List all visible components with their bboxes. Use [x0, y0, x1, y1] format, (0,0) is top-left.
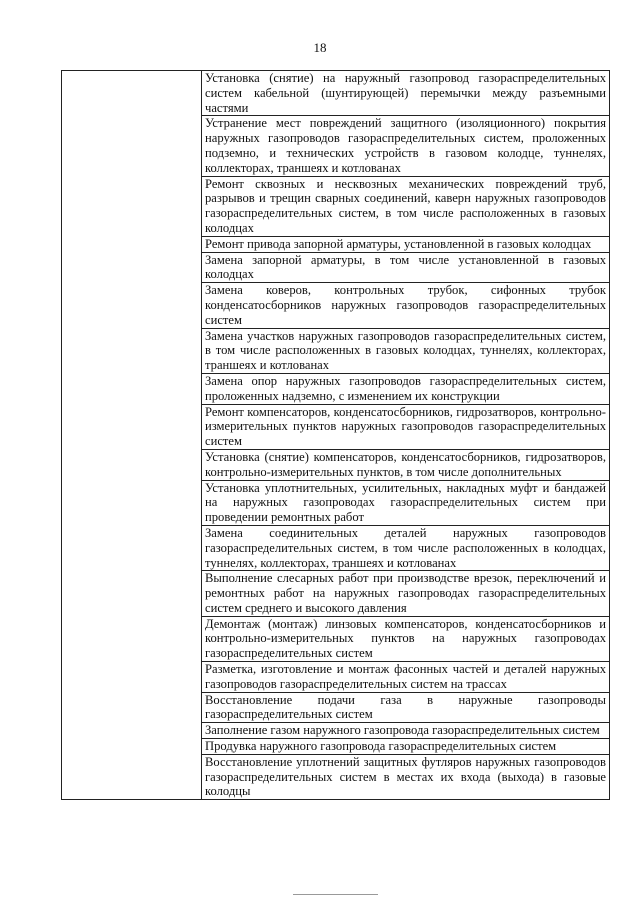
work-description: Замена участков наружных газопроводов газораспределительных систем, в том числе расположенных в газовых колодцах, туннелях, коллекторах, траншеях и котлованах — [202, 328, 610, 373]
works-table — [61, 70, 610, 800]
work-description: Установка уплотнительных, усилительных, накладных муфт и бандажей на наружных газопроводах газораспределительных систем при проведении ремонтных работ — [202, 480, 610, 525]
table-row — [62, 71, 610, 116]
work-description: Устранение мест повреждений защитного (изоляционного) покрытия наружных газопроводов газораспределительных систем, проложенных подземно, и технических устройств в газовом колодце, туннелях, коллекторах, траншеях и котлованах — [202, 116, 610, 176]
left-column-cell — [62, 71, 202, 800]
work-description: Демонтаж (монтаж) линзовых компенсаторов, конденсатосборников и контрольно-измерительных пунктов на наружных газопроводах газораспределительных систем — [202, 616, 610, 661]
work-description: Восстановление подачи газа в наружные газопроводы газораспределительных систем — [202, 692, 610, 723]
work-description: Замена соединительных деталей наружных газопроводов газораспределительных систем, в том числе расположенных в колодцах, туннелях, коллекторах, траншеях и котлованах — [202, 525, 610, 570]
page-number: 18 — [313, 40, 327, 55]
works-table-body — [62, 71, 610, 800]
work-description: Замена опор наружных газопроводов газораспределительных систем, проложенных надземно, с изменением их конструкции — [202, 373, 610, 404]
work-description: Установка (снятие) на наружный газопровод газораспределительных систем кабельной (шунтирующей) перемычки между разъемными частями — [202, 71, 610, 116]
work-description: Ремонт привода запорной арматуры, установленной в газовых колодцах — [202, 236, 610, 252]
work-description: Разметка, изготовление и монтаж фасонных частей и деталей наружных газопроводов газораспределительных систем на трассах — [202, 662, 610, 693]
work-description: Продувка наружного газопровода газораспределительных систем — [202, 739, 610, 755]
work-description: Восстановление уплотнений защитных футляров наружных газопроводов газораспределительных систем в местах их входа (выхода) в газовые колодцы — [202, 754, 610, 799]
work-description: Заполнение газом наружного газопровода газораспределительных систем — [202, 723, 610, 739]
work-description: Замена ковеpов, контрольных трубок, сифонных трубок конденсатосборников наружных газопроводов газораспределительных систем — [202, 283, 610, 328]
work-description: Установка (снятие) компенсаторов, конденсатосборников, гидрозатворов, контрольно-измерительных пунктов, в том числе дополнительных — [202, 449, 610, 480]
work-description: Замена запорной арматуры, в том числе установленной в газовых колодцах — [202, 252, 610, 283]
work-description: Ремонт сквозных и несквозных механических повреждений труб, разрывов и трещин сварных соединений, каверн наружных газопроводов газораспределительных систем, в том числе расположенных в газовых колодцах — [202, 176, 610, 236]
work-description: Выполнение слесарных работ при производстве врезок, переключений и ремонтных работ на наружных газопроводах газораспределительных систем среднего и высокого давления — [202, 571, 610, 616]
work-description: Ремонт компенсаторов, конденсатосборников, гидрозатворов, контрольно-измерительных пунктов наружных газопроводов газораспределительных систем — [202, 404, 610, 449]
scan-mark — [293, 894, 378, 895]
